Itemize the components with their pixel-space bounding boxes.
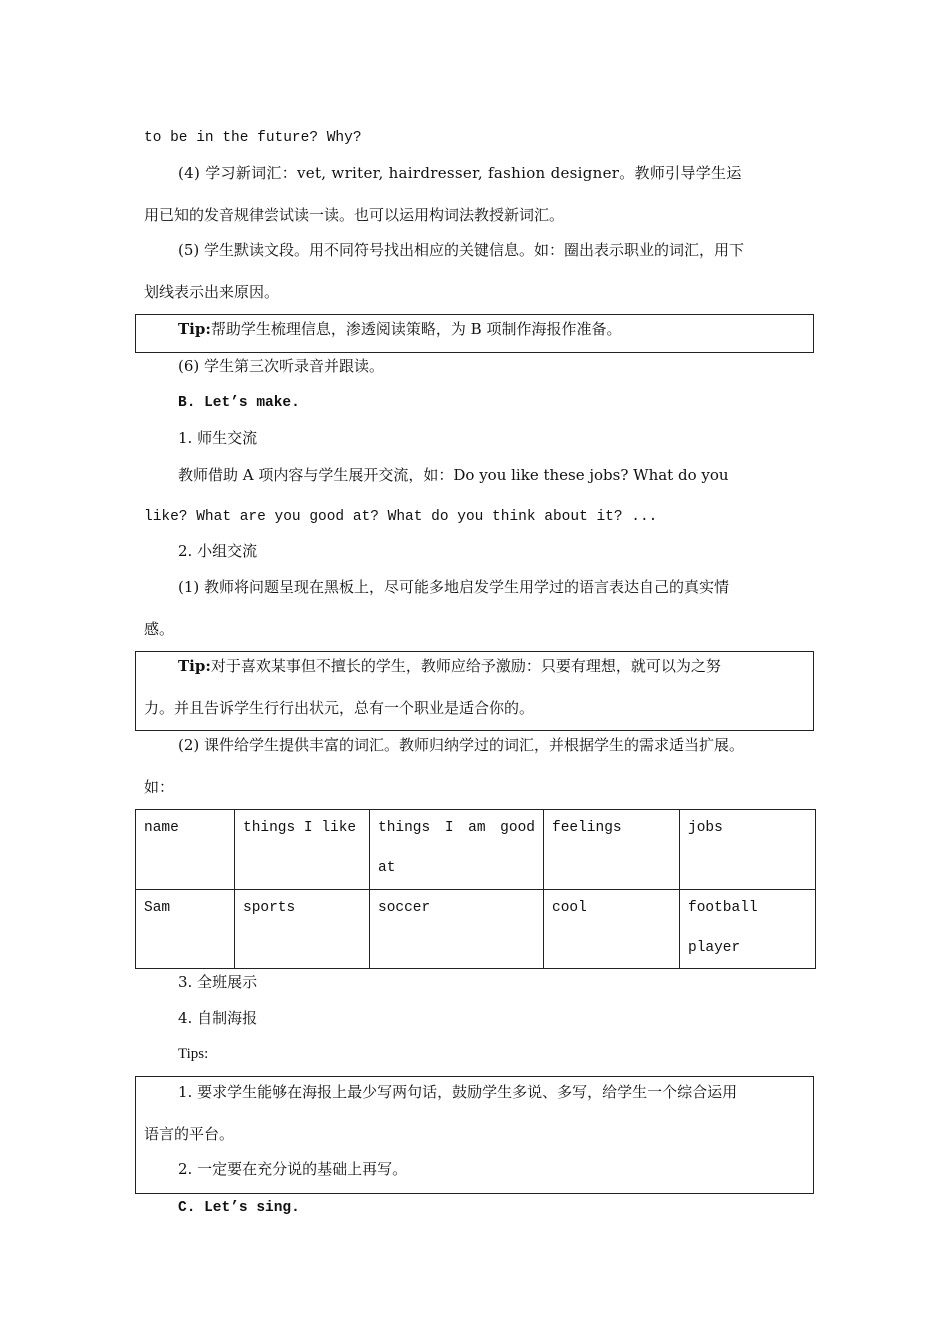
table-row bbox=[136, 889, 816, 969]
text-line: Tips: bbox=[178, 1046, 209, 1062]
text-line: (2) 课件给学生提供丰富的词汇。教师归纳学过的词汇，并根据学生的需求适当扩展。 bbox=[178, 736, 745, 754]
vocab-table bbox=[135, 809, 816, 969]
tip-line: 力。并且告诉学生行行出状元，总有一个职业是适合你的。 bbox=[144, 699, 535, 717]
table-cell: things I like bbox=[235, 810, 370, 890]
text-line: 如： bbox=[144, 778, 175, 796]
tip-box bbox=[135, 651, 814, 731]
text-line: to be in the future? Why? bbox=[144, 130, 362, 146]
table-cell: jobs bbox=[680, 810, 816, 890]
tip-box bbox=[135, 314, 814, 353]
tip-label: Tip: bbox=[178, 320, 211, 338]
table-cell: things I am good at bbox=[370, 810, 544, 890]
tip-text: 帮助学生梳理信息，渗透阅读策略，为 B 项制作海报作准备。 bbox=[210, 320, 622, 338]
text-line: 划线表示出来原因。 bbox=[144, 283, 280, 301]
tip-text: 对于喜欢某事但不擅长的学生，教师应给予激励：只要有理想，就可以为之努 bbox=[210, 657, 721, 675]
table-header-row bbox=[136, 810, 816, 890]
text-line: 感。 bbox=[144, 620, 175, 638]
table-cell: sports bbox=[235, 889, 370, 969]
text-line: 教师借助 A 项内容与学生展开交流，如：Do you like these jobs? What do you bbox=[178, 466, 729, 484]
text-line: 3. 全班展示 bbox=[178, 973, 258, 991]
text-line: like? What are you good at? What do you think about it? ... bbox=[144, 509, 658, 525]
text-line: 4. 自制海报 bbox=[178, 1009, 258, 1027]
section-heading: C. Let’s sing. bbox=[178, 1200, 300, 1216]
tips-line: 2. 一定要在充分说的基础上再写。 bbox=[178, 1160, 408, 1178]
table-cell: football player bbox=[680, 889, 816, 969]
text-line: (6) 学生第三次听录音并跟读。 bbox=[178, 357, 385, 375]
table-cell: soccer bbox=[370, 889, 544, 969]
text-line: (1) 教师将问题呈现在黑板上，尽可能多地启发学生用学过的语言表达自己的真实情 bbox=[178, 578, 730, 596]
table-cell: cool bbox=[544, 889, 680, 969]
section-heading: B. Let’s make. bbox=[178, 395, 300, 411]
text-line: 用已知的发音规律尝试读一读。也可以运用构词法教授新词汇。 bbox=[144, 206, 565, 224]
table-cell: Sam bbox=[136, 889, 235, 969]
tip-line bbox=[178, 656, 721, 676]
tips-line: 语言的平台。 bbox=[144, 1125, 235, 1143]
table-cell: feelings bbox=[544, 810, 680, 890]
tip-label: Tip: bbox=[178, 657, 211, 675]
table-cell: name bbox=[136, 810, 235, 890]
text-line: 2. 小组交流 bbox=[178, 542, 258, 560]
tips-box bbox=[135, 1076, 814, 1194]
text-line: (4) 学习新词汇：vet, writer, hairdresser, fashion designer。教师引导学生运 bbox=[178, 164, 742, 182]
text-line: (5) 学生默读文段。用不同符号找出相应的关键信息。如：圈出表示职业的词汇，用下 bbox=[178, 241, 745, 259]
text-line: 1. 师生交流 bbox=[178, 429, 258, 447]
tips-line: 1. 要求学生能够在海报上最少写两句话，鼓励学生多说、多写，给学生一个综合运用 bbox=[178, 1083, 738, 1101]
tip-line bbox=[178, 319, 621, 339]
